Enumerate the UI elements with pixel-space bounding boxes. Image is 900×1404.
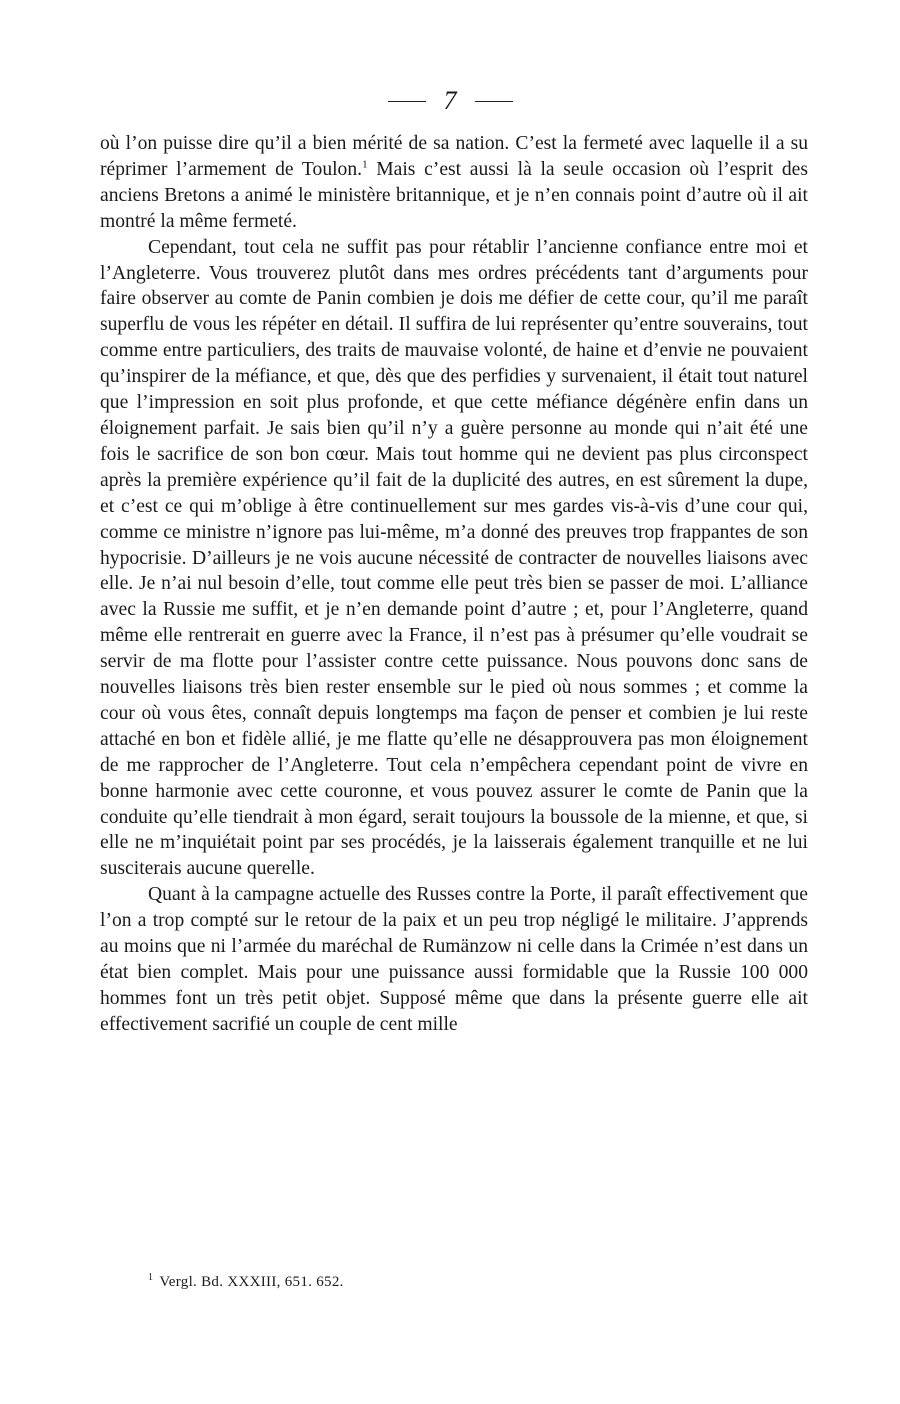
page-header (0, 86, 900, 116)
footnote-mark: 1 (148, 1272, 154, 1283)
paragraph-3: Quant à la campagne actuelle des Russes contre la Porte, il paraît effectivement que l’on a trop compté sur le retour de la paix et un peu trop négligé le militaire. J’apprends au moins que ni l’armée du maréchal de Rumänzow ni celle dans la Crimée n’est dans un état bien complet. Mais pour une puissance aussi formidable que la Russie 100 000 hommes font un très petit objet. Supposé même que dans la présente guerre elle ait effectivement sacrifié un couple de cent mille (100, 884, 808, 1035)
paragraph-1 (100, 131, 808, 235)
footnote-reference: 1 (362, 158, 368, 171)
header-dash-right (475, 101, 513, 102)
paragraph-1-text-b: Mais c’est aussi là la seule occasion où l’esprit des anciens Bretons a animé le ministère britannique, et je n’en connais point d’autre où il ait montré la même fermeté. (100, 158, 808, 232)
paragraph-2: Cependant, tout cela ne suffit pas pour rétablir l’ancienne confiance entre moi et l’Angleterre. Vous trouverez plutôt dans mes ordres précédents tant d’arguments pour faire observer au comte de Panin combien je dois me défier de cette cour, qu’il me paraît superflu de vous les répéter en détail. Il suffira de lui représenter qu’entre souverains, tout comme entre particuliers, des traits de mauvaise volonté, de haine et d’envie ne pouvaient qu’inspirer de la méfiance, et que, dès que des perfidies y survenaient, il était tout naturel que l’impression en soit plus profonde, et que cette méfiance dégénère enfin dans un éloignement parfait. Je sais bien qu’il n’y a guère personne au monde qui n’ait été une fois le sacrifice de son bon cœur. Mais tout homme qui ne devient pas plus circonspect après la première expérience qu’il fait de la duplicité des autres, en est sûrement la dupe, et c’est ce qui m’oblige à être continuellement sur mes gardes vis-à-vis d’une cour qui, comme ce ministre n’ignore pas lui-même, m’a donné des preuves trop frappantes de son hypocrisie. D’ailleurs je ne vois aucune nécessité de contracter de nouvelles liaisons avec elle. Je n’ai nul besoin d’elle, tout comme elle peut très bien se passer de moi. L’alliance avec la Russie me suffit, et je n’en demande point d’autre ; et, pour l’Angleterre, quand même elle rentrerait en guerre avec la France, il n’est pas à présumer qu’elle voudrait se servir de ma flotte pour l’assister contre cette puissance. Nous pouvons donc sans de nouvelles liaisons très bien rester ensemble sur le pied où nous sommes ; et comme la cour où vous êtes, connaît depuis longtemps ma façon de penser et combien je lui reste attaché en bon et fidèle allié, je me flatte qu’elle ne désapprouvera pas mon éloignement de me rapprocher de l’Angleterre. Tout cela n’empêchera cependant point de vivre en bonne harmonie avec cette couronne, et vous pouvez assurer le comte de Panin que la conduite qu’elle tiendrait à mon égard, serait toujours la boussole de la mienne, et que, si elle ne m’inquiétait point par ses procédés, je la laisserais également tranquille et ne lui susciterais aucune querelle. (100, 236, 808, 880)
body-text (100, 131, 808, 1038)
header-dash-left (388, 101, 426, 102)
footnote-text: Vergl. Bd. XXXIII, 651. 652. (159, 1274, 344, 1290)
footnote (148, 1272, 344, 1292)
page-number: 7 (443, 86, 457, 115)
paragraph-1-text-a: où l’on puisse dire qu’il a bien mérité de sa nation. C’est la fermeté avec laquelle il a su réprimer l’armement de Toulon. (100, 133, 808, 180)
